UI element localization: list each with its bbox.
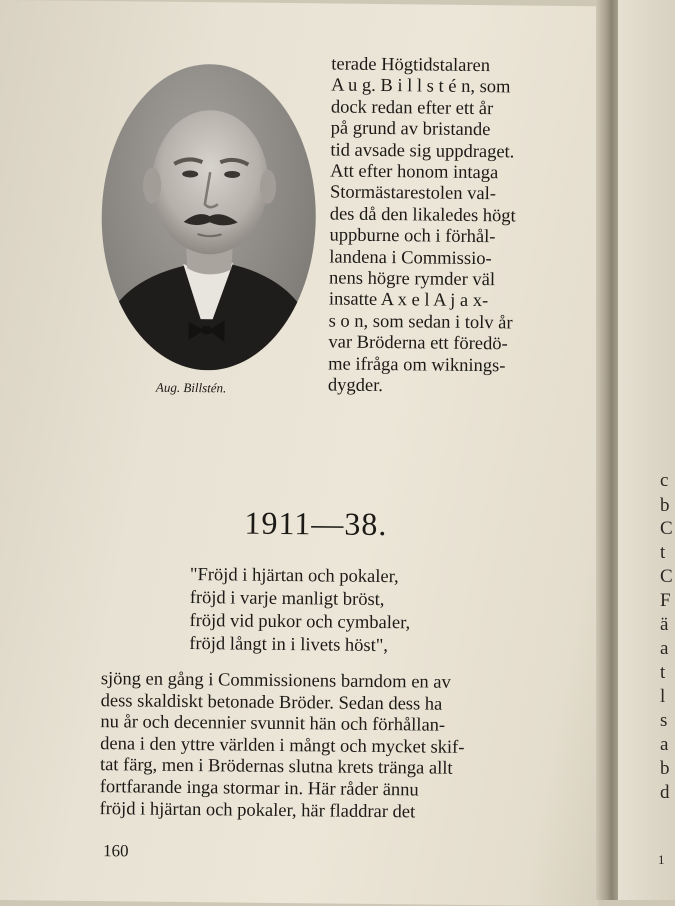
next-page-number: 1 bbox=[658, 852, 665, 867]
text-line: dess skaldiskt betonade Bröder. Sedan dess ha bbox=[100, 690, 443, 715]
edge-letter: F bbox=[660, 590, 671, 611]
text-line: tid avsade sig uppdraget. bbox=[330, 140, 515, 163]
text-line: terade Högtidstalaren bbox=[331, 54, 491, 77]
text-line: nens högre rymder väl bbox=[328, 268, 496, 291]
poem-line: fröjd i varje manligt bröst, bbox=[189, 588, 385, 611]
poem-line: "Fröjd i hjärtan och pokaler, bbox=[189, 565, 399, 588]
poem-line: fröjd vid pukor och cymbaler, bbox=[189, 611, 411, 634]
text-line: des då den likaledes högt bbox=[329, 204, 516, 227]
right-column-text bbox=[328, 54, 558, 399]
text-line: nu år och decennier svunnit hän och förhållan- bbox=[100, 712, 446, 736]
text-line: Stormästarestolen val- bbox=[329, 182, 497, 205]
edge-letter: t bbox=[660, 542, 666, 563]
text-line: på grund av bristande bbox=[330, 118, 491, 141]
text-line: fröjd i hjärtan och pokaler, här fladdrar det bbox=[99, 798, 416, 822]
text-line: Att efter honom intaga bbox=[330, 161, 499, 184]
edge-letter: b bbox=[660, 758, 670, 779]
book-page-right-edge bbox=[618, 0, 675, 900]
text-line: dygder. bbox=[327, 375, 384, 397]
edge-letter: c bbox=[660, 470, 669, 491]
portrait-caption: Aug. Billstén. bbox=[155, 379, 227, 396]
edge-letter: a bbox=[660, 638, 669, 659]
text-line: dock redan efter ett år bbox=[330, 97, 494, 119]
poem-quote bbox=[189, 564, 411, 658]
text-line: var Bröderna ett föredö- bbox=[328, 332, 508, 355]
edge-letter: l bbox=[660, 686, 666, 707]
section-heading: 1911—38. bbox=[244, 504, 388, 543]
page-number: 160 bbox=[102, 841, 129, 861]
edge-letter: C bbox=[660, 518, 673, 539]
text-line: A u g. B i l l s t é n, som bbox=[331, 75, 511, 98]
edge-letter: a bbox=[660, 734, 669, 755]
text-line: insatte A x e l A j a x- bbox=[328, 289, 489, 312]
text-line: sjöng en gång i Commissionens barndom en av bbox=[100, 669, 451, 693]
edge-letter: s bbox=[660, 710, 668, 731]
text-line: me ifråga om wiknings- bbox=[328, 354, 506, 376]
text-line: uppburne och i förhål- bbox=[329, 225, 496, 248]
edge-letter: C bbox=[660, 566, 673, 587]
text-line: tat färg, men i Brödernas slutna krets tränga allt bbox=[99, 755, 453, 780]
text-line: s o n, som sedan i tolv år bbox=[328, 311, 513, 334]
text-line: landena i Commissio- bbox=[329, 247, 492, 269]
portrait-photo bbox=[100, 63, 317, 371]
poem-line: fröjd långt in i livets höst", bbox=[189, 634, 389, 657]
edge-letter: ä bbox=[660, 614, 669, 635]
body-paragraph bbox=[99, 669, 551, 825]
text-line: dena i den yttre världen i mångt och mycket skif- bbox=[100, 733, 465, 758]
portrait-illustration bbox=[100, 63, 317, 371]
edge-letter: b bbox=[660, 495, 670, 516]
edge-letter: d bbox=[660, 782, 670, 803]
edge-letter: t bbox=[660, 662, 666, 683]
text-line: fortfarande inga stormar in. Här råder ännu bbox=[99, 777, 419, 801]
